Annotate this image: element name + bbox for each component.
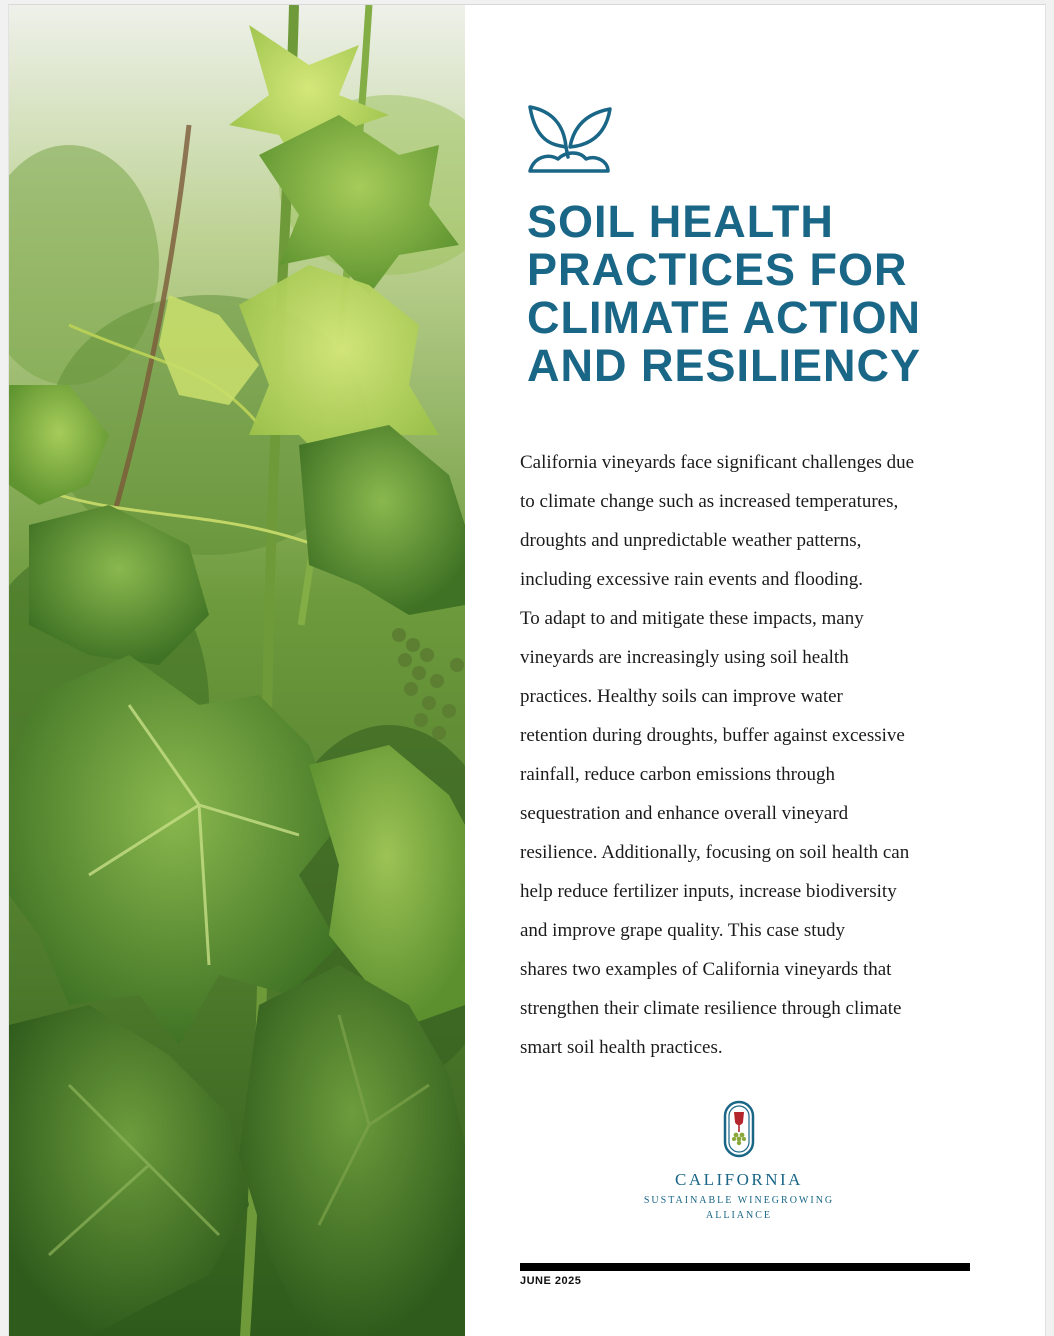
body-line: resilience. Additionally, focusing on soil health can — [520, 842, 910, 863]
body-line: California vineyards face significant challenges due — [520, 452, 915, 473]
body-line: sequestration and enhance overall vineyard — [520, 803, 849, 824]
body-line: vineyards are increasingly using soil health — [520, 647, 849, 668]
body-line: strengthen their climate resilience through climate — [520, 998, 902, 1019]
body-line: retention during droughts, buffer against excessive — [520, 725, 905, 746]
body-line: including excessive rain events and flooding. — [520, 569, 863, 590]
logo-subtitle-line1: SUSTAINABLE WINEGROWING — [643, 1195, 835, 1206]
page-title — [527, 198, 1007, 390]
title-line: CLIMATE ACTION — [527, 292, 921, 343]
footer-divider — [520, 1263, 970, 1271]
document-page — [8, 4, 1046, 1336]
body-line: shares two examples of California vineyards that — [520, 959, 892, 980]
wine-glass-grapes-icon — [723, 1100, 755, 1158]
body-line: rainfall, reduce carbon emissions through — [520, 764, 835, 785]
vineyard-photo — [9, 5, 465, 1336]
body-line: to climate change such as increased temperatures, — [520, 491, 899, 512]
body-line: and improve grape quality. This case study — [520, 920, 846, 941]
body-line: practices. Healthy soils can improve water — [520, 686, 843, 707]
organization-logo — [609, 1098, 869, 1228]
title-line: SOIL HEALTH — [527, 196, 834, 247]
title-line: PRACTICES FOR — [527, 244, 908, 295]
body-line: droughts and unpredictable weather patterns, — [520, 530, 862, 551]
intro-paragraph — [520, 443, 990, 1067]
publication-date: JUNE 2025 — [520, 1275, 582, 1287]
sprout-icon — [526, 103, 614, 175]
body-line: smart soil health practices. — [520, 1037, 723, 1058]
logo-subtitle-line2: ALLIANCE — [706, 1210, 772, 1221]
body-line: help reduce fertilizer inputs, increase biodiversity — [520, 881, 897, 902]
title-line: AND RESILIENCY — [527, 340, 922, 391]
logo-name: CALIFORNIA — [675, 1170, 803, 1189]
body-line: To adapt to and mitigate these impacts, many — [520, 608, 864, 629]
